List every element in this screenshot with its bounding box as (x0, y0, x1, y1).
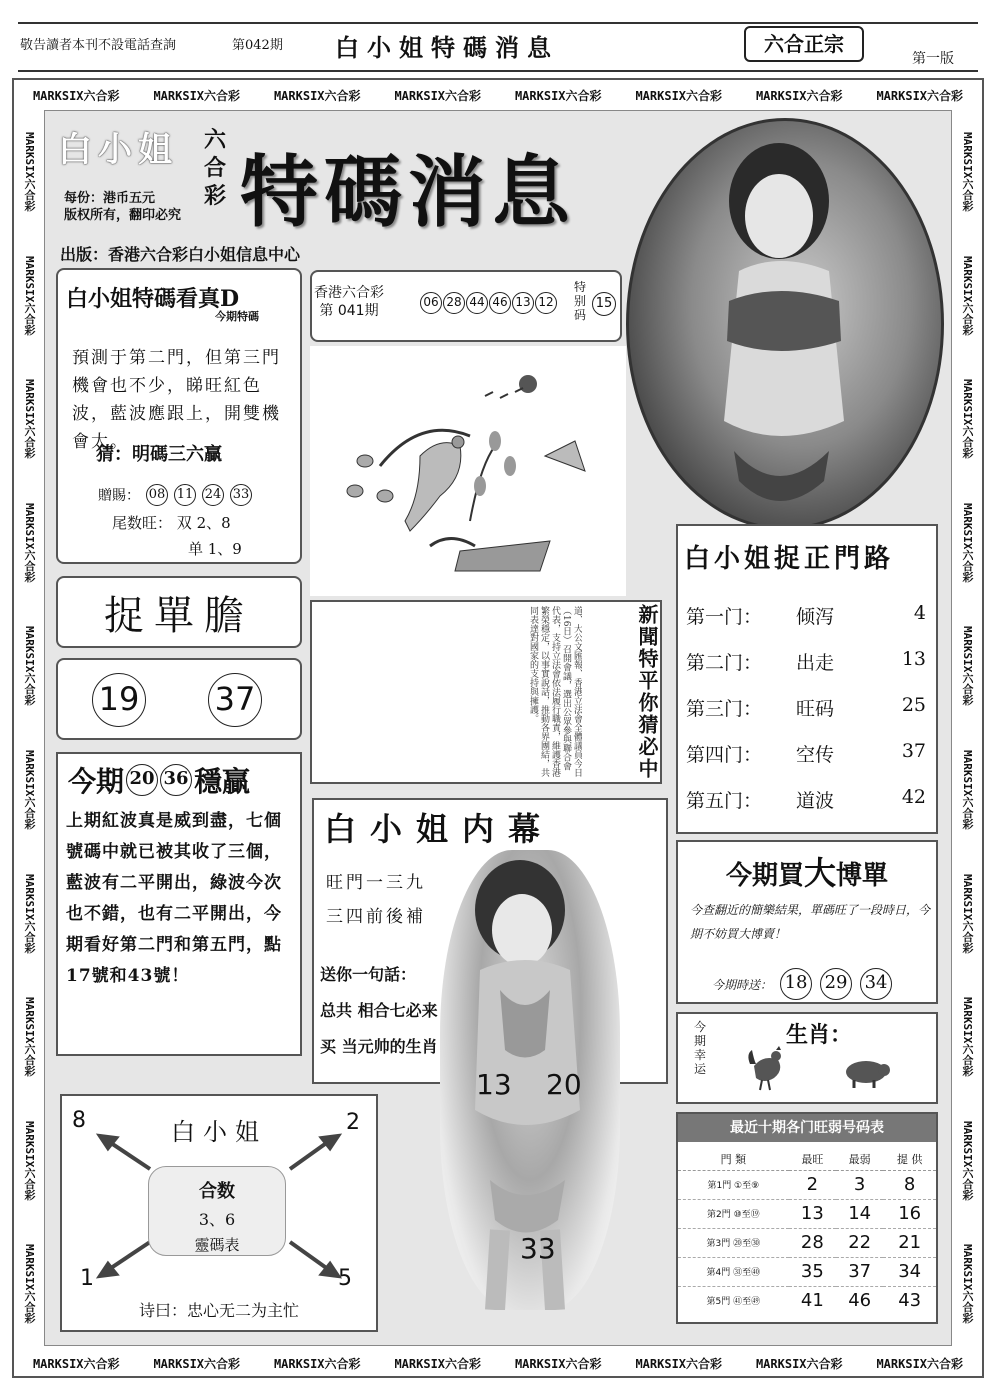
price-info (64, 190, 181, 224)
offer-cell: 16 (883, 1199, 936, 1228)
number-ball: 44 (466, 292, 488, 314)
border-text: MARKSIX六合彩 (514, 1356, 602, 1371)
news-headline: 新聞特平你猜必中 (635, 604, 659, 780)
number-ball: 08 (146, 484, 168, 506)
gate-stats-table (678, 1148, 936, 1315)
number-ball: 06 (420, 292, 442, 314)
inside-line-1: 旺門一三九 (326, 873, 426, 893)
border-text: MARKSIX六合彩 (755, 88, 843, 103)
single-pick-title: 捉單膽 (104, 593, 254, 639)
direction-center (148, 1166, 286, 1256)
lottery-name: 香港六合彩 (314, 285, 384, 301)
border-band-top (16, 82, 980, 108)
cover-photo (626, 118, 944, 530)
offer-cell: 21 (883, 1228, 936, 1257)
center-title: 合数 (199, 1181, 235, 1202)
table-row (678, 1170, 936, 1199)
this-period-title (68, 760, 250, 800)
number-ball: 34 (860, 968, 892, 1000)
gate-number: 25 (901, 694, 926, 716)
gate-label: 第五门： (686, 790, 763, 812)
buy-title-post: 博單 (836, 861, 889, 891)
border-text: MARKSIX六合彩 (23, 502, 36, 583)
results-label (314, 284, 384, 320)
hot-cell: 28 (789, 1228, 836, 1257)
tail-even: 双 2、8 (176, 514, 231, 532)
border-text: MARKSIX六合彩 (32, 88, 120, 103)
gate-row (686, 648, 926, 675)
hot-cell: 2 (789, 1170, 836, 1199)
gate-word: 空传 (796, 744, 835, 766)
border-text: MARKSIX六合彩 (23, 626, 36, 706)
corner-number-top-left: 8 (72, 1108, 86, 1133)
results-period: 第 041期 (319, 303, 379, 319)
gate-label: 第三门： (686, 698, 763, 720)
border-text: MARKSIX六合彩 (876, 88, 964, 103)
border-text: MARKSIX六合彩 (755, 1356, 843, 1371)
prediction-guess: 猜：明碼三六贏 (96, 444, 222, 465)
number-ball: 36 (160, 764, 192, 796)
border-text: MARKSIX六合彩 (961, 379, 974, 459)
center-sub: 靈碼表 (194, 1236, 240, 1254)
gate-label: 第二门： (686, 652, 763, 674)
border-text: MARKSIX六合彩 (273, 1356, 361, 1371)
special-label: 特别码 (573, 280, 586, 322)
table-row (678, 1199, 936, 1228)
hot-cell: 35 (789, 1257, 836, 1286)
border-text: MARKSIX六合彩 (273, 88, 361, 103)
number-ball: 18 (780, 968, 812, 1000)
buy-title-big: 大 (803, 854, 836, 892)
corner-number-top-right: 2 (346, 1110, 360, 1135)
buy-text: 今查翻近的簡樂結果，單碼旺了一段時日，今期不妨買大博賣！ (690, 903, 931, 941)
inside-title: 白小姐内幕 (324, 810, 555, 848)
buy-send-label: 今期時送： (712, 977, 773, 992)
gate-number: 13 (901, 648, 926, 670)
prediction-title: 白小姐特碼看真D (66, 286, 240, 312)
border-text: MARKSIX六合彩 (23, 997, 36, 1077)
cold-cell: 46 (836, 1286, 883, 1315)
gate-cell: 第2門 ⑩至⑲ (678, 1199, 789, 1228)
border-text: MARKSIX六合彩 (394, 88, 482, 103)
gate-row (686, 786, 926, 813)
cold-cell: 22 (836, 1228, 883, 1257)
table-row (678, 1228, 936, 1257)
gate-cell: 第1門 ①至⑨ (678, 1170, 789, 1199)
buy-send (712, 968, 892, 1000)
news-body: 道、大公文匯報、香港立法會全體議員今日（16日）召開會議，選出公眾參與聯合會代表，支持立法會依法履行職責，維護香港繁榮穩定，以事實說話，推動各界團結，共同表達對國家的支持與擁護。 (528, 606, 582, 777)
border-text: MARKSIX六合彩 (23, 379, 36, 459)
tail-numbers (112, 510, 242, 562)
border-text: MARKSIX六合彩 (961, 255, 974, 336)
masthead-small-title: 白小姐 (58, 130, 178, 170)
masthead-vertical: 六合彩 (203, 127, 226, 209)
border-text: MARKSIX六合彩 (23, 873, 36, 954)
photo-number: 33 (520, 1232, 556, 1265)
number-ball: 46 (489, 292, 511, 314)
inside-line-2: 三四前後補 (326, 907, 426, 927)
number-ball: 24 (202, 484, 224, 506)
special-number (592, 292, 616, 316)
prediction-text: 預測于第二門，但第三門機會也不少，睇旺紅色波，藍波應跟上，開雙機會大。 (72, 348, 281, 452)
border-text: MARKSIX六合彩 (32, 1356, 120, 1371)
publisher: 出版：香港六合彩白小姐信息中心 (60, 245, 301, 264)
border-text: MARKSIX六合彩 (23, 132, 36, 212)
center-value: 3、6 (198, 1210, 236, 1229)
gate-cell: 第3門 ⑳至㉚ (678, 1228, 789, 1257)
results-numbers (420, 292, 557, 314)
number-ball: 28 (443, 292, 465, 314)
cold-cell: 37 (836, 1257, 883, 1286)
column-header: 最旺 (789, 1148, 836, 1170)
direction-poem: 诗曰：忠心无二为主忙 (138, 1301, 299, 1320)
gate-word: 出走 (796, 652, 835, 674)
tail-label: 尾数旺： (112, 514, 173, 532)
zodiac-vertical-label: 今期幸运 (693, 1020, 706, 1076)
cold-cell: 3 (836, 1170, 883, 1199)
header-title: 白小姐特碼消息 (335, 34, 559, 62)
border-text: MARKSIX六合彩 (394, 1356, 482, 1371)
column-header: 提 供 (883, 1148, 936, 1170)
border-band-right (952, 110, 982, 1346)
photo-number: 13 (476, 1068, 512, 1101)
gate-word: 倾泻 (796, 606, 835, 628)
border-band-left (14, 110, 44, 1346)
gift-numbers (98, 484, 252, 506)
this-period-suffix: 穩贏 (194, 765, 251, 798)
column-header: 最弱 (836, 1148, 883, 1170)
offer-cell: 43 (883, 1286, 936, 1315)
gate-cell: 第5門 ㊶至㊾ (678, 1286, 789, 1315)
gate-label: 第一门： (686, 606, 763, 628)
number-ball: 37 (208, 673, 262, 727)
border-text: MARKSIX六合彩 (961, 997, 974, 1077)
cold-cell: 14 (836, 1199, 883, 1228)
zodiac-title: 生肖： (786, 1022, 853, 1048)
number-ball: 19 (92, 673, 146, 727)
border-text: MARKSIX六合彩 (635, 1356, 723, 1371)
photo-number: 20 (546, 1068, 582, 1101)
gate-word: 道波 (796, 790, 835, 812)
number-ball: 11 (174, 484, 196, 506)
bird-illustration (310, 346, 626, 596)
border-band-bottom (16, 1350, 980, 1376)
gate-stats-title: 最近十期各门旺弱号码表 (678, 1114, 936, 1142)
border-text: MARKSIX六合彩 (961, 132, 974, 212)
border-text: MARKSIX六合彩 (961, 626, 974, 706)
direction-title: 白小姐 (171, 1118, 267, 1146)
border-text: MARKSIX六合彩 (961, 873, 974, 954)
this-period-prefix: 今期 (68, 765, 125, 798)
gate-row (686, 694, 926, 721)
brand-badge: 六合正宗 (744, 26, 864, 62)
border-text: MARKSIX六合彩 (635, 88, 723, 103)
rooster-icon (744, 1046, 788, 1092)
gate-number: 42 (901, 786, 926, 808)
number-ball: 33 (230, 484, 252, 506)
gate-number: 37 (901, 740, 926, 762)
this-period-text: 上期紅波真是威到盡，七個號碼中就已被其收了三個，藍波有二平開出，綠波今次也不錯，也有二平開出，今期看好第二門和第五門，點17號和43號！ (66, 811, 282, 986)
masthead-title: 特碼消息 (240, 147, 577, 238)
inside-line-3: 送你一句話： (320, 965, 417, 984)
border-text: MARKSIX六合彩 (961, 502, 974, 583)
border-text: MARKSIX六合彩 (876, 1356, 964, 1371)
single-pick-numbers (56, 658, 302, 740)
border-text: MARKSIX六合彩 (23, 1244, 36, 1324)
price-line: 每份：港币五元 (64, 191, 156, 206)
border-text: MARKSIX六合彩 (961, 750, 974, 830)
gate-cell: 第4門 ㉛至㊵ (678, 1257, 789, 1286)
buy-title (676, 848, 938, 894)
copyright-line: 版权所有，翻印必究 (64, 208, 182, 223)
number-ball: 15 (592, 292, 616, 316)
pig-icon (840, 1056, 892, 1090)
inside-line-5: 买 当元帅的生肖 (320, 1037, 438, 1056)
table-header-row (678, 1148, 936, 1170)
buy-title-pre: 今期買 (725, 861, 804, 891)
top-rule-bottom (18, 70, 978, 72)
column-header: 門 類 (678, 1148, 789, 1170)
number-ball: 12 (535, 292, 557, 314)
border-text: MARKSIX六合彩 (23, 1120, 36, 1201)
border-text: MARKSIX六合彩 (961, 1120, 974, 1201)
offer-cell: 34 (883, 1257, 936, 1286)
top-rule (18, 22, 978, 24)
gate-row (686, 602, 926, 629)
gate-number: 4 (913, 602, 926, 624)
border-text: MARKSIX六合彩 (961, 1244, 974, 1324)
hot-cell: 41 (789, 1286, 836, 1315)
page-label: 第一版 (912, 51, 954, 67)
table-row (678, 1286, 936, 1315)
gate-word: 旺码 (796, 698, 835, 720)
prediction-subtitle: 今期特碼 (215, 310, 259, 323)
bird-drawing (310, 346, 626, 596)
gift-label: 贈賜： (98, 488, 140, 504)
border-text: MARKSIX六合彩 (153, 88, 241, 103)
gate-row (686, 740, 926, 767)
border-text: MARKSIX六合彩 (153, 1356, 241, 1371)
cover-photo-figure (629, 121, 941, 527)
number-ball: 20 (126, 764, 158, 796)
border-text: MARKSIX六合彩 (23, 255, 36, 336)
hot-cell: 13 (789, 1199, 836, 1228)
issue-number: 第042期 (232, 38, 283, 53)
gate-road-title: 白小姐捉正門路 (684, 544, 895, 574)
offer-cell: 8 (883, 1170, 936, 1199)
number-ball: 29 (820, 968, 852, 1000)
corner-number-bottom-right: 5 (338, 1266, 352, 1291)
table-row (678, 1257, 936, 1286)
border-text: MARKSIX六合彩 (23, 750, 36, 830)
border-text: MARKSIX六合彩 (514, 88, 602, 103)
inside-line-4: 总共 相合七必来 (320, 1001, 438, 1020)
corner-number-bottom-left: 1 (80, 1266, 94, 1291)
tail-odd: 单 1、9 (188, 540, 242, 558)
gate-label: 第四门： (686, 744, 763, 766)
reader-notice: 敬告讀者本刊不設電話查詢 (20, 38, 177, 53)
number-ball: 13 (512, 292, 534, 314)
